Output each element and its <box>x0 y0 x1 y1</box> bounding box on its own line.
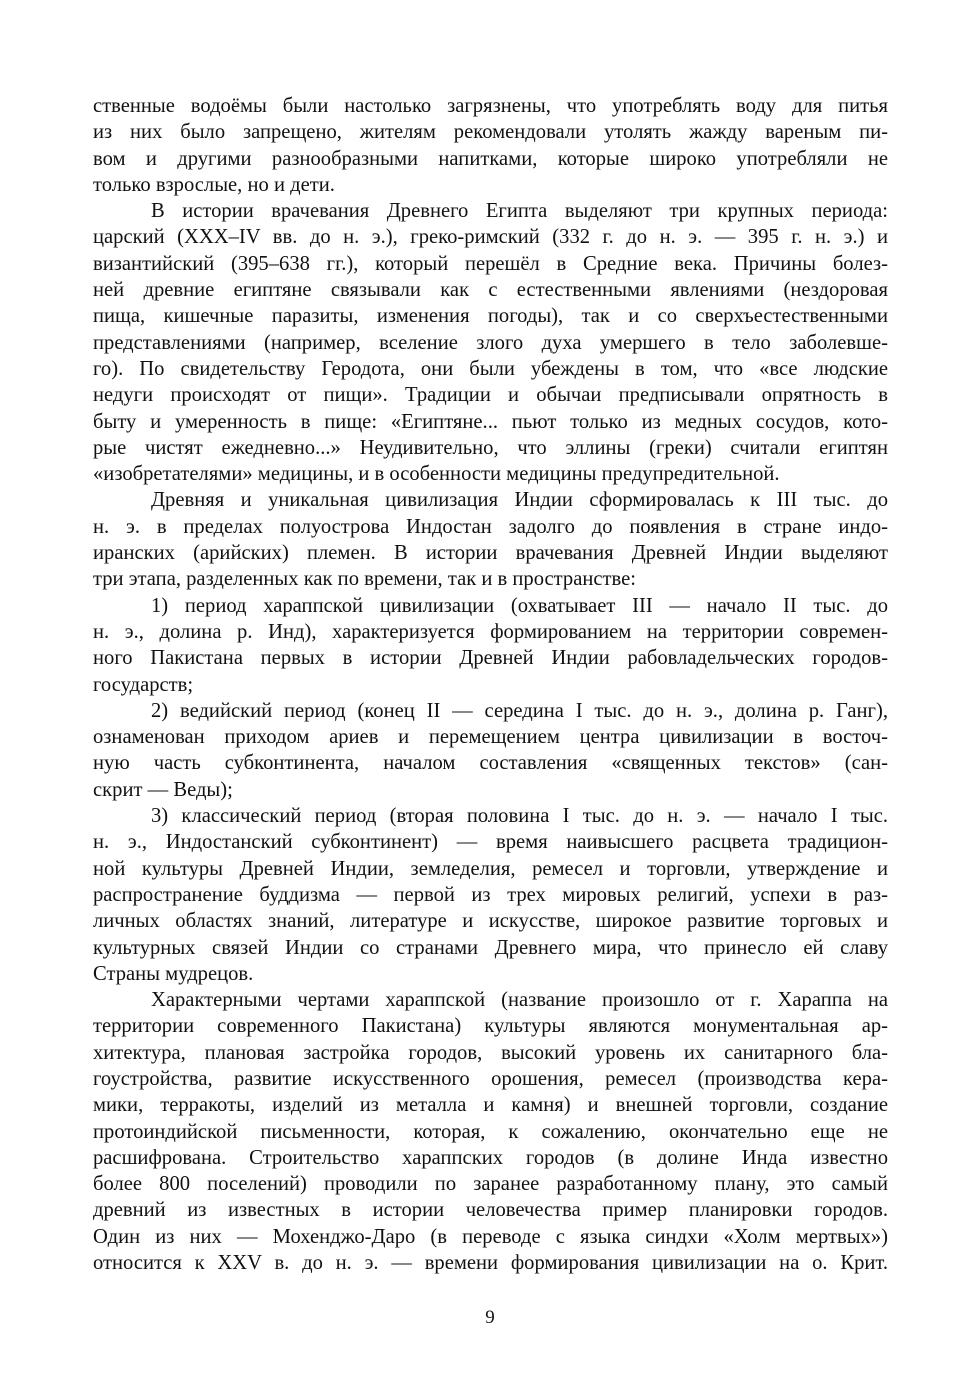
text-line: территории современного Пакистана) культуры являются монументальная ар- <box>93 1015 888 1038</box>
text-line: ную часть субконтинента, началом составления «священных текстов» (сан- <box>93 752 888 775</box>
text-line: иранских (арийских) племен. В истории врачевания Древней Индии выделяют <box>93 542 888 565</box>
text-line: протоиндийской письменности, которая, к сожалению, окончательно еще не <box>93 1120 888 1143</box>
text-line: Один из них — Мохенджо-Даро (в переводе с языка синдхи «Холм мертвых») <box>93 1225 888 1248</box>
text-line: личных областях знаний, литературе и искусстве, широкое развитие торговых и <box>93 910 888 933</box>
text-line: более 800 поселений) проводили по заранее разработанному плану, это самый <box>93 1173 888 1196</box>
text-line: недуги происходят от пищи». Традиции и обычаи предписывали опрятность в <box>93 384 888 407</box>
text-line: древний из известных в истории человечества пример планировки городов. <box>93 1199 888 1222</box>
text-line: н. э., долина р. Инд), характеризуется формированием на территории современ- <box>93 620 888 643</box>
text-line: распространение буддизма — первой из трех мировых религий, успехи в раз- <box>93 883 888 906</box>
text-line: пища, кишечные паразиты, изменения погоды), так и со сверхъестественными <box>93 305 888 328</box>
text-line: культурных связей Индии со странами Древнего мира, что принесло ей славу <box>93 936 888 959</box>
text-line: Характерными чертами хараппской (название произошло от г. Хараппа на <box>151 989 888 1012</box>
text-line: рые чистят ежедневно...» Неудивительно, что эллины (греки) считали египтян <box>93 436 888 459</box>
text-line: расшифрована. Строительство хараппских городов (в долине Инда известно <box>93 1146 888 1169</box>
text-line: 3) классический период (вторая половина I тыс. до н. э. — начало I тыс. <box>151 805 888 828</box>
text-line: н. э. в пределах полуострова Индостан задолго до появления в стране индо- <box>93 515 888 538</box>
text-line: ней древние египтяне связывали как с естественными явлениями (нездоровая <box>93 279 888 302</box>
text-line: скрит — Веды); <box>93 778 233 801</box>
text-line: го). По свидетельству Геродота, они были убеждены в том, что «все людские <box>93 357 888 380</box>
text-line: В истории врачевания Древнего Египта выделяют три крупных периода: <box>151 200 888 223</box>
text-line: «изобретателями» медицины, и в особенности медицины предупредительной. <box>93 463 780 486</box>
text-line: только взрослые, но и дети. <box>93 173 335 196</box>
text-line: хитектура, плановая застройка городов, высокий уровень их санитарного бла- <box>93 1041 888 1064</box>
text-line: ознаменован приходом ариев и перемещением центра цивилизации в восточ- <box>93 726 888 749</box>
text-line: 2) ведийский период (конец II — середина I тыс. до н. э., долина р. Ганг), <box>151 699 888 722</box>
text-line: н. э., Индостанский субконтинент) — время наивысшего расцвета традицион- <box>93 831 888 854</box>
text-line: мики, терракоты, изделий из металла и камня) и внешней торговли, создание <box>93 1094 888 1117</box>
text-line: гоустройства, развитие искусственного орошения, ремесел (производства кера- <box>93 1067 888 1090</box>
text-line: представлениями (например, вселение злого духа умершего в тело заболевше- <box>93 331 888 354</box>
text-line: византийский (395–638 гг.), который перешёл в Средние века. Причины болез- <box>93 252 888 275</box>
text-line: ственные водоёмы были настолько загрязнены, что употреблять воду для питья <box>93 95 888 117</box>
text-line: относится к XXV в. до н. э. — времени формирования цивилизации на о. Крит. <box>93 1252 888 1275</box>
text-line: быту и умеренность в пище: «Египтяне... пьют только из медных сосудов, кото- <box>93 410 888 433</box>
text-line: ного Пакистана первых в истории Древней Индии рабовладельческих городов- <box>93 647 888 670</box>
text-line: из них было запрещено, жителям рекомендовали утолять жажду вареным пи- <box>93 121 888 144</box>
text-line: Древняя и уникальная цивилизация Индии сформировалась к III тыс. до <box>151 489 888 512</box>
text-line: 1) период хараппской цивилизации (охватывает III — начало II тыс. до <box>151 594 888 617</box>
text-line: три этапа, разделенных как по времени, так и в пространстве: <box>93 568 636 591</box>
text-line: ной культуры Древней Индии, земледелия, ремесел и торговли, утверждение и <box>93 857 888 880</box>
document-body <box>93 93 888 1276</box>
text-line: государств; <box>93 673 194 696</box>
page-number: 9 <box>485 1307 495 1328</box>
text-line: Страны мудрецов. <box>93 962 254 985</box>
text-line: царский (XXX–IV вв. до н. э.), греко-римский (332 г. до н. э. — 395 г. н. э.) и <box>93 226 888 249</box>
text-line: вом и другими разнообразными напитками, которые широко употребляли не <box>93 147 888 170</box>
